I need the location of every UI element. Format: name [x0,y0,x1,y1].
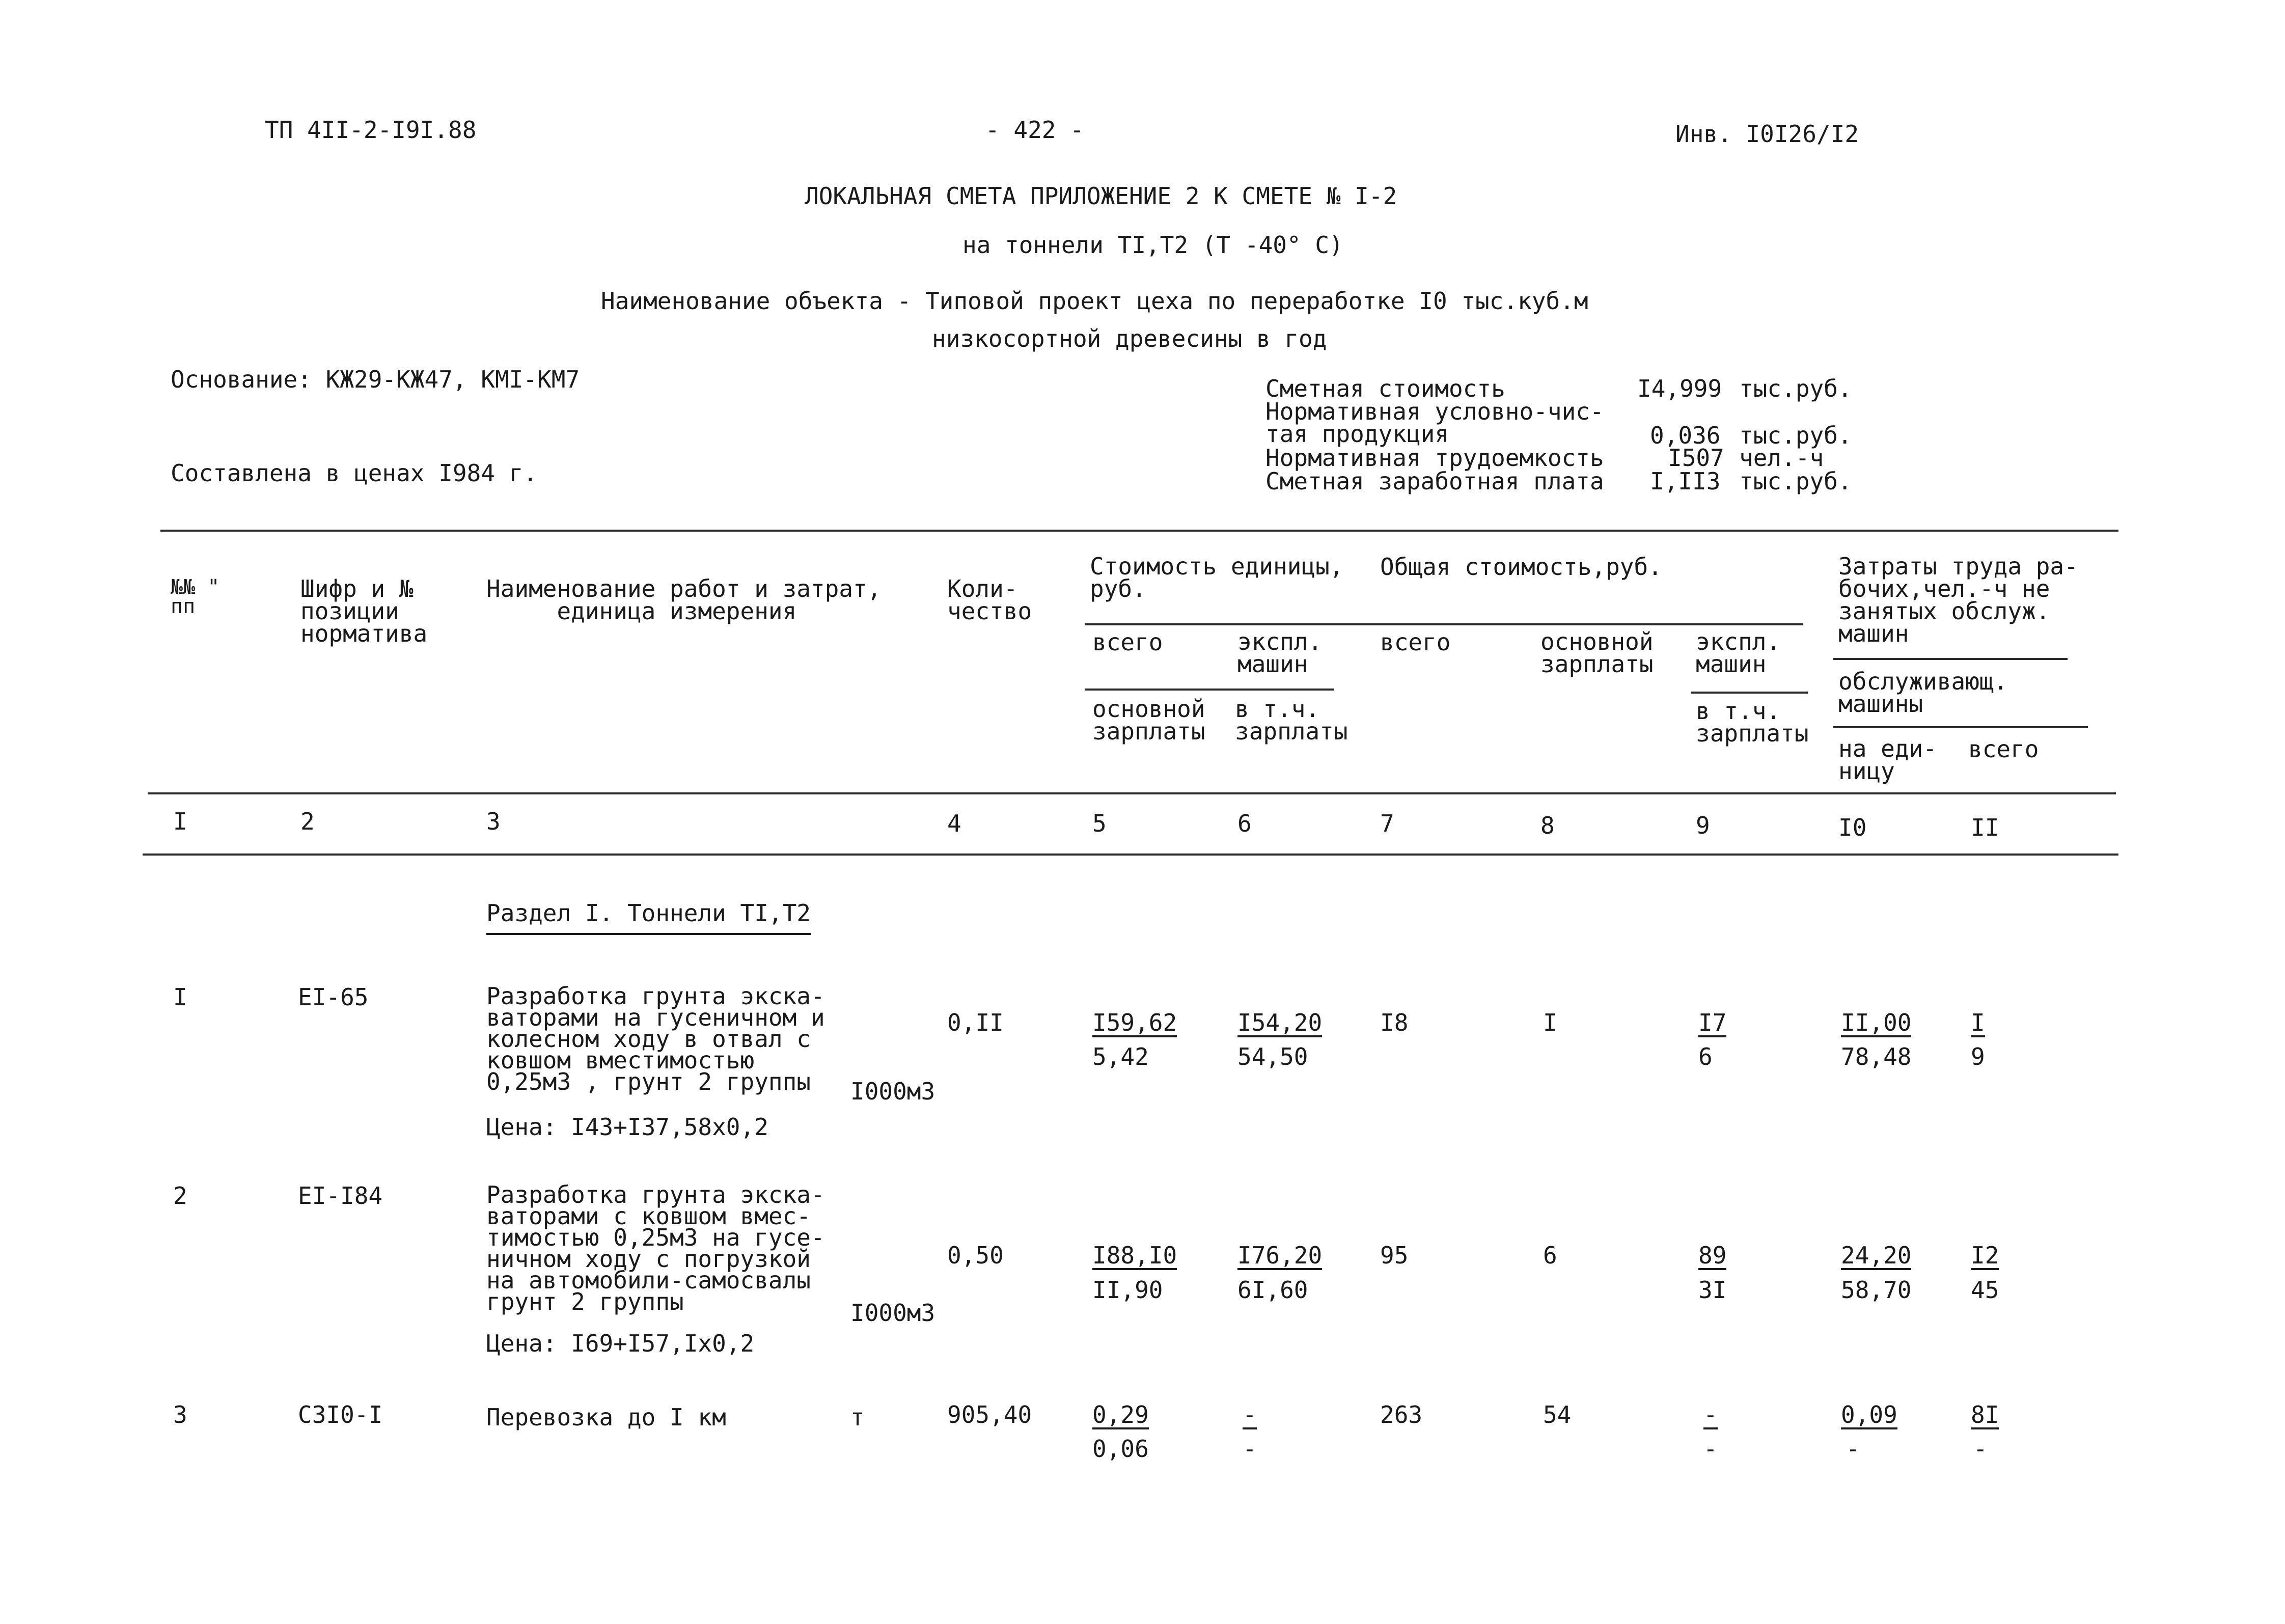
column-number-8: 8 [1540,812,1555,839]
column-numbers-rule [143,854,2118,856]
row-quantity: 0,II [947,1009,1004,1036]
summary-label-net-product: Нормативная условно-чис- тая продукция [1265,398,1604,448]
column-number-5: 5 [1092,810,1107,837]
row-unit-machines: I54,20 [1237,1009,1323,1036]
unit-subheader-rule [1085,689,1334,691]
row-unit-wages: II,90 [1092,1276,1163,1304]
column-number-6: 6 [1237,810,1252,837]
summary-unit-labor: чел.-ч [1739,444,1824,472]
header-quantity: Коли- чество [947,575,1032,625]
row-total: 263 [1380,1401,1423,1428]
row-unit: I000м3 [850,1299,935,1327]
header-unit-wages: основной зарплаты [1092,695,1205,745]
row-number: 3 [173,1401,187,1428]
row-labor-per-unit-service: - [1846,1435,1860,1463]
document-subtitle: на тоннели ТI,Т2 (Т -40° С) [962,231,1343,259]
row-labor-total: 8I [1971,1401,1999,1428]
header-total-machines: экспл. машин [1696,628,1781,678]
row-number: 2 [173,1182,187,1209]
prices-year: Составлена в ценах I984 г. [171,459,538,487]
row-quantity: 0,50 [947,1242,1004,1269]
header-bottom-rule [148,792,2116,794]
row-description: Перевозка до I км [486,1403,726,1431]
row-unit-wages: 5,42 [1092,1043,1149,1070]
row-total-machine-wages: - [1703,1435,1718,1463]
row-total: I8 [1380,1009,1409,1036]
header-labor: Затраты труда ра- бочих,чел.-ч не занятых обслуж. машин [1838,553,2078,647]
row-unit: т [850,1403,865,1431]
column-number-7: 7 [1380,810,1394,837]
object-name-line-1: Наименование объекта - Типовой проект цеха по переработке I0 тыс.куб.м [601,287,1588,315]
header-labor-service: обслуживающ. машины [1838,668,2008,718]
total-machines-subheader-rule [1691,692,1808,694]
row-unit-total: 0,29 [1092,1401,1149,1428]
summary-value-labor: I507 [1668,444,1724,472]
row-total: 95 [1380,1242,1409,1269]
row-labor-total: I2 [1971,1242,1999,1269]
row-unit-wages: 0,06 [1092,1435,1149,1463]
row-unit-machine-wages: - [1243,1435,1257,1463]
header-unit-machines: экспл. машин [1237,628,1323,678]
summary-label-labor: Нормативная трудоемкость [1265,444,1604,472]
summary-unit-cost: тыс.руб. [1739,375,1852,402]
labor-header-rule-1 [1833,658,2068,660]
row-total-wages: I [1543,1009,1557,1036]
row-code: ЕI-65 [298,983,369,1011]
row-quantity: 905,40 [947,1401,1032,1428]
column-number-3: 3 [486,808,501,835]
row-code: ЕI-I84 [298,1182,383,1209]
object-name-line-2: низкосортной древесины в год [932,325,1327,352]
row-number: I [173,983,187,1011]
column-number-4: 4 [947,810,961,837]
header-unit-machine-wages: в т.ч. зарплаты [1235,695,1348,745]
row-total-machine-wages: 3I [1698,1276,1727,1304]
doc-code: ТП 4II-2-I9I.88 [265,116,477,144]
row-unit-total: I88,I0 [1092,1242,1177,1269]
column-number-2: 2 [300,808,315,835]
row-labor-per-unit-service: 58,70 [1841,1276,1912,1304]
row-total-machines: I7 [1698,1009,1727,1036]
row-labor-per-unit-service: 78,48 [1841,1043,1912,1070]
summary-label-wages: Сметная заработная плата [1265,467,1604,495]
inventory-number: Инв. I0I26/I2 [1675,120,1859,148]
header-total-total: всего [1380,628,1451,656]
row-price: Цена: I43+I37,58х0,2 [486,1113,768,1141]
column-number-9: 9 [1696,812,1710,839]
header-unit-cost: Стоимость единицы, руб. [1090,553,1344,602]
row-total-wages: 6 [1543,1242,1557,1269]
page-number: - 422 - [985,116,1084,144]
summary-value-net-product: 0,036 [1650,422,1721,449]
labor-header-rule-2 [1833,726,2088,728]
row-labor-per-unit: II,00 [1841,1009,1912,1036]
header-code: Шифр и № позиции норматива [300,575,428,647]
header-labor-total: всего [1968,735,2039,763]
row-unit: I000м3 [850,1078,935,1105]
summary-unit-wages: тыс.руб. [1739,467,1852,495]
column-number-11: II [1971,814,1999,841]
row-labor-total-service: - [1973,1435,1988,1463]
row-labor-total-service: 45 [1971,1276,1999,1304]
column-number-10: I0 [1838,814,1867,841]
row-unit-machines: - [1243,1401,1257,1428]
row-unit-machine-wages: 54,50 [1237,1043,1308,1070]
header-labor-per-unit: на еди- ницу [1838,735,1937,785]
row-total-wages: 54 [1543,1401,1572,1428]
row-labor-per-unit: 24,20 [1841,1242,1912,1269]
header-name: Наименование работ и затрат, единица измерения [486,575,882,625]
row-description: Разработка грунта экска- ваторами на гусеничном и колесном ходу в отвал с ковшом вместимостью 0,25м3 , грунт 2 группы [486,982,825,1095]
header-total-wages: основной зарплаты [1540,628,1654,678]
header-total-cost: Общая стоимость,руб. [1380,553,1662,581]
summary-label-cost: Сметная стоимость [1265,375,1505,402]
row-unit-machines: I76,20 [1237,1242,1323,1269]
row-total-machine-wages: 6 [1698,1043,1713,1070]
summary-value-cost: I4,999 [1637,375,1722,402]
row-description: Разработка грунта экска- ваторами с ковшом вмес- тимостью 0,25м3 на гусе- ничном ходу с погрузкой на автомобили-самосвалы грунт 2 группы [486,1181,825,1315]
basis: Основание: КЖ29-КЖ47, КМI-КМ7 [171,366,580,393]
row-price: Цена: I69+I57,Iх0,2 [486,1330,755,1357]
document-title: ЛОКАЛЬНАЯ СМЕТА ПРИЛОЖЕНИЕ 2 К СМЕТЕ № I-2 [805,182,1397,210]
header-total-machine-wages: в т.ч. зарплаты [1696,697,1809,747]
header-unit-total: всего [1092,628,1163,656]
row-labor-per-unit: 0,09 [1841,1401,1897,1428]
column-number-1: I [173,808,187,835]
row-labor-total-service: 9 [1971,1043,1985,1070]
header-row-number: №№ " пп [171,575,220,618]
row-total-machines: 89 [1698,1242,1727,1269]
row-labor-total: I [1971,1009,1985,1036]
summary-value-wages: I,II3 [1650,467,1721,495]
table-top-rule [160,530,2118,532]
row-unit-machine-wages: 6I,60 [1237,1276,1308,1304]
row-total-machines: - [1703,1401,1718,1428]
section-title: Раздел I. Тоннели ТI,Т2 [486,901,811,935]
unit-cost-header-rule [1085,623,1803,625]
row-unit-total: I59,62 [1092,1009,1177,1036]
summary-unit-net-product: тыс.руб. [1739,422,1852,449]
row-code: С3I0-I [298,1401,383,1428]
